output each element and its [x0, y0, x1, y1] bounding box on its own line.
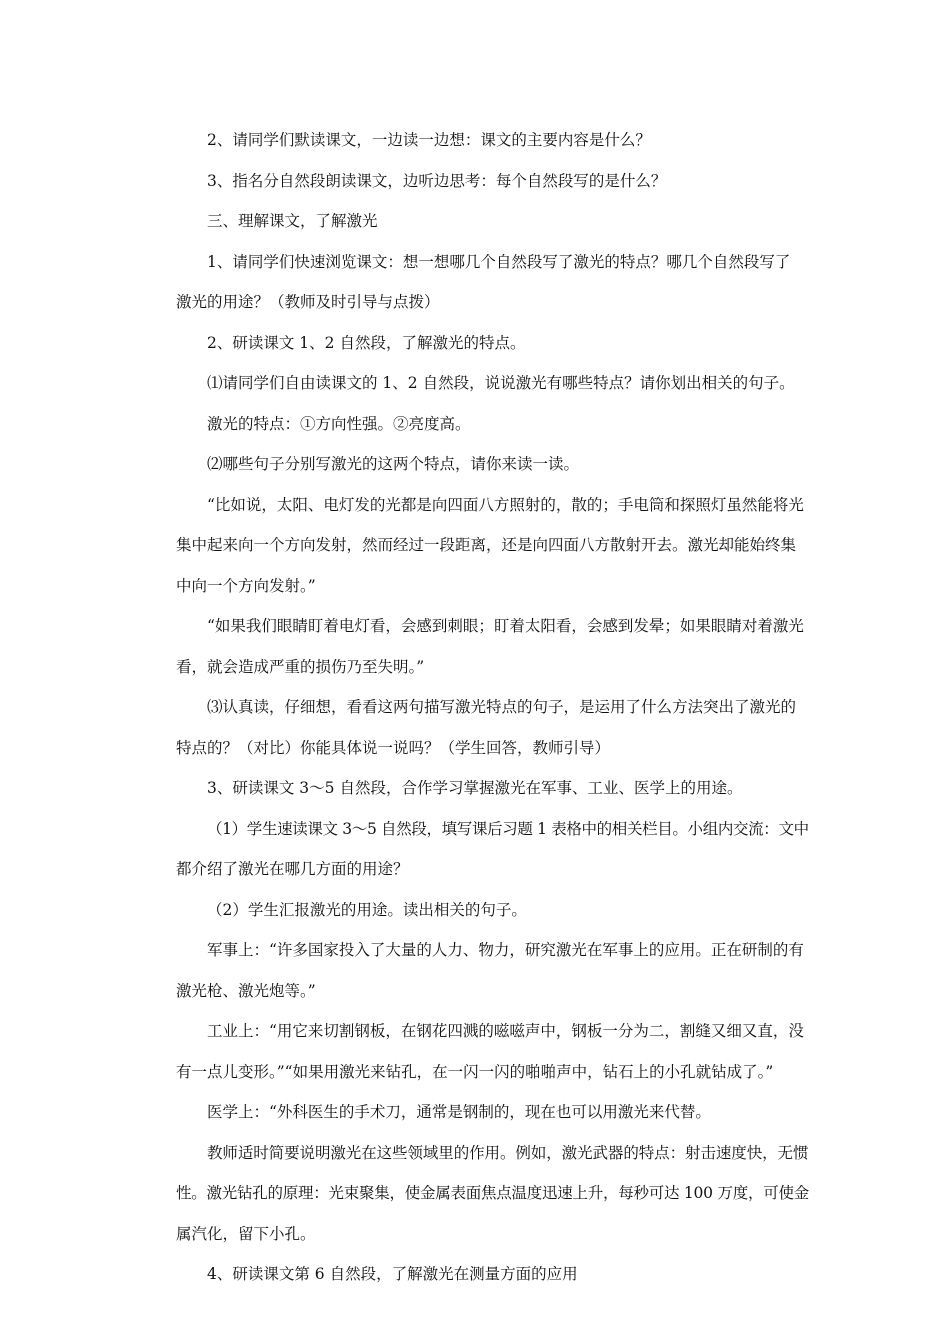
- text-line: 军事上：“许多国家投入了大量的人力、物力，研究激光在军事上的应用。正在研制的有: [207, 941, 804, 959]
- quote-paragraph: [145, 606, 811, 687]
- paragraph: [145, 404, 811, 445]
- text-line: （1）学生速读课文 3～5 自然段，填写课后习题 1 表格中的相关栏目。小组内交流：文中: [207, 819, 809, 838]
- paragraph: [145, 1254, 811, 1295]
- text-line: 2、请同学们默读课文，一边读一边想：课文的主要内容是什么？: [207, 131, 651, 149]
- document-body: [145, 120, 811, 1295]
- paragraph: [145, 809, 811, 890]
- paragraph: [145, 444, 811, 485]
- text-line: 看，就会造成严重的损伤乃至失明。”: [176, 657, 425, 676]
- paragraph: [145, 161, 811, 202]
- text-line: 特点的？（对比）你能具体说一说吗？（学生回答，教师引导）: [176, 738, 611, 757]
- text-line: 激光的特点：①方向性强。②亮度高。: [207, 414, 471, 433]
- text-line: 1、请同学们快速浏览课文：想一想哪几个自然段写了激光的特点？哪几个自然段写了: [207, 252, 791, 271]
- paragraph: [145, 242, 811, 323]
- text-line: 2、研读课文 1、2 自然段，了解激光的特点。: [207, 333, 526, 352]
- text-line: “如果我们眼睛盯着电灯看，会感到刺眼；盯着太阳看，会感到发晕；如果眼睛对着激光: [207, 617, 804, 635]
- text-line: 激光枪、激光炮等。”: [176, 981, 316, 1000]
- text-line: 教师适时简要说明激光在这些领域里的作用。例如，激光武器的特点：射击速度快，无惯: [207, 1143, 809, 1162]
- text-line: 集中起来向一个方向发射，然而经过一段距离，还是向四面八方散射开去。激光却能始终集: [176, 536, 797, 554]
- paragraph: [145, 120, 811, 161]
- text-line: 3、研读课文 3～5 自然段，合作学习掌握激光在军事、工业、医学上的用途。: [207, 779, 743, 797]
- text-line: 医学上：“外科医生的手术刀，通常是钢制的，现在也可以用激光来代替。: [207, 1103, 711, 1121]
- paragraph: [145, 687, 811, 768]
- text-line: ⑴请同学们自由读课文的 1、2 自然段，说说激光有哪些特点？请你划出相关的句子。: [207, 374, 795, 392]
- section-heading: [145, 201, 811, 242]
- text-line: 三、理解课文，了解激光: [207, 212, 378, 230]
- paragraph: [145, 768, 811, 809]
- text-line: 4、研读课文第 6 自然段，了解激光在测量方面的应用: [207, 1265, 578, 1283]
- paragraph: [145, 930, 811, 1011]
- paragraph: [145, 363, 811, 404]
- text-line: 都介绍了激光在哪几方面的用途？: [176, 860, 409, 878]
- text-line: 属汽化，留下小孔。: [176, 1224, 316, 1243]
- paragraph: [145, 1092, 811, 1133]
- paragraph: [145, 1011, 811, 1092]
- text-line: 激光的用途？（教师及时引导与点拨）: [176, 293, 440, 311]
- paragraph: [145, 323, 811, 364]
- paragraph: [145, 1133, 811, 1255]
- text-line: 3、指名分自然段朗读课文，边听边思考：每个自然段写的是什么？: [207, 171, 667, 190]
- text-line: “比如说，太阳、电灯发的光都是向四面八方照射的，散的；手电筒和探照灯虽然能将光: [207, 495, 804, 514]
- text-line: （2）学生汇报激光的用途。读出相关的句子。: [207, 900, 527, 919]
- text-line: ⑵哪些句子分别写激光的这两个特点，请你来读一读。: [207, 455, 580, 473]
- text-line: 性。激光钻孔的原理：光束聚集，使金属表面焦点温度迅速上升，每秒可达 100 万度，可使金: [176, 1184, 809, 1202]
- text-line: 有一点儿变形。”“如果用激光来钻孔，在一闪一闪的啪啪声中，钻石上的小孔就钻成了。”: [176, 1062, 774, 1081]
- paragraph: [145, 890, 811, 931]
- text-line: 工业上：“用它来切割钢板，在钢花四溅的嗞嗞声中，钢板一分为二，割缝又细又直，没: [207, 1022, 804, 1040]
- quote-paragraph: [145, 485, 811, 607]
- text-line: 中向一个方向发射。”: [176, 576, 316, 595]
- text-line: ⑶认真读，仔细想，看看这两句描写激光特点的句子，是运用了什么方法突出了激光的: [207, 698, 797, 716]
